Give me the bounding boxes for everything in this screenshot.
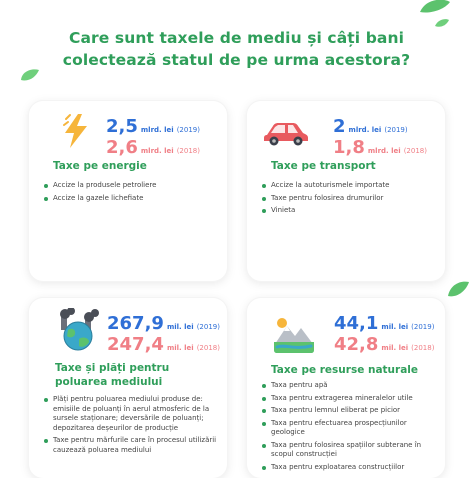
car-icon bbox=[263, 121, 309, 147]
transport-items-list bbox=[261, 181, 437, 219]
polluted-earth-icon bbox=[55, 308, 101, 352]
title-line-1: Care sunt taxele de mediu și câți bani bbox=[69, 29, 404, 47]
list-item: Taxa pentru extragerea mineralelor utile bbox=[261, 394, 439, 404]
page-title bbox=[0, 27, 473, 71]
card-natural-resources-taxes bbox=[247, 298, 445, 478]
list-item: Taxe pentru folosirea drumurilor bbox=[261, 194, 437, 204]
card-title bbox=[55, 361, 205, 389]
card-title: Taxe pe energie bbox=[53, 160, 147, 172]
list-item: Vinieta bbox=[261, 206, 437, 216]
pollution-value-2018: 247,4 mil. lei (2018) bbox=[107, 334, 220, 355]
list-item: Accize la produsele petroliere bbox=[43, 181, 219, 191]
resources-value-2019: 44,1 mil. lei (2019) bbox=[334, 313, 435, 334]
leaf-icon bbox=[418, 0, 452, 14]
list-item: Taxa pentru apă bbox=[261, 381, 439, 391]
list-item: Taxa pentru lemnul eliberat pe picior bbox=[261, 406, 439, 416]
list-item: Plăți pentru poluarea mediului produse de: emisiile de poluanți în aerul atmosferic de la sursele staționare; deversările de poluanți; depozitarea deșeurilor de producție bbox=[43, 395, 219, 433]
energy-value-2018: 2,6 mlrd. lei (2018) bbox=[106, 137, 200, 158]
pollution-items-list bbox=[43, 395, 219, 458]
resources-items-list bbox=[261, 381, 439, 475]
lightning-bolt-icon bbox=[61, 113, 91, 149]
title-line-2: colectează statul de pe urma acestora? bbox=[62, 51, 411, 69]
card-pollution-taxes bbox=[29, 298, 227, 478]
energy-value-2019: 2,5 mlrd. lei (2019) bbox=[106, 116, 200, 137]
list-item: Taxa pentru folosirea spațiilor subterane în scopul construcției bbox=[261, 441, 439, 460]
list-item: Taxe pentru mărfurile care în procesul utilizării cauzează poluarea mediului bbox=[43, 436, 219, 455]
card-title: Taxe pe transport bbox=[271, 160, 376, 172]
energy-items-list bbox=[43, 181, 219, 206]
landscape-icon bbox=[271, 314, 317, 354]
list-item: Accize la autoturismele importate bbox=[261, 181, 437, 191]
transport-value-2018: 1,8 mlrd. lei (2018) bbox=[333, 137, 427, 158]
card-energy-taxes bbox=[29, 101, 227, 281]
list-item: Taxa pentru exploatarea construcțiilor bbox=[261, 463, 439, 473]
leaf-icon bbox=[446, 280, 470, 298]
card-title: Taxe pe resurse naturale bbox=[271, 364, 419, 376]
card-transport-taxes bbox=[247, 101, 445, 281]
list-item: Taxa pentru efectuarea prospecțiunilor geologice bbox=[261, 419, 439, 438]
pollution-value-2019: 267,9 mil. lei (2019) bbox=[107, 313, 220, 334]
resources-value-2018: 42,8 mil. lei (2018) bbox=[334, 334, 435, 355]
card-title-line-1: Taxe și plăți pentru bbox=[55, 362, 170, 374]
transport-value-2019: 2 mlrd. lei (2019) bbox=[333, 116, 408, 137]
card-title-line-2: poluarea mediului bbox=[55, 376, 163, 388]
list-item: Accize la gazele lichefiate bbox=[43, 194, 219, 204]
